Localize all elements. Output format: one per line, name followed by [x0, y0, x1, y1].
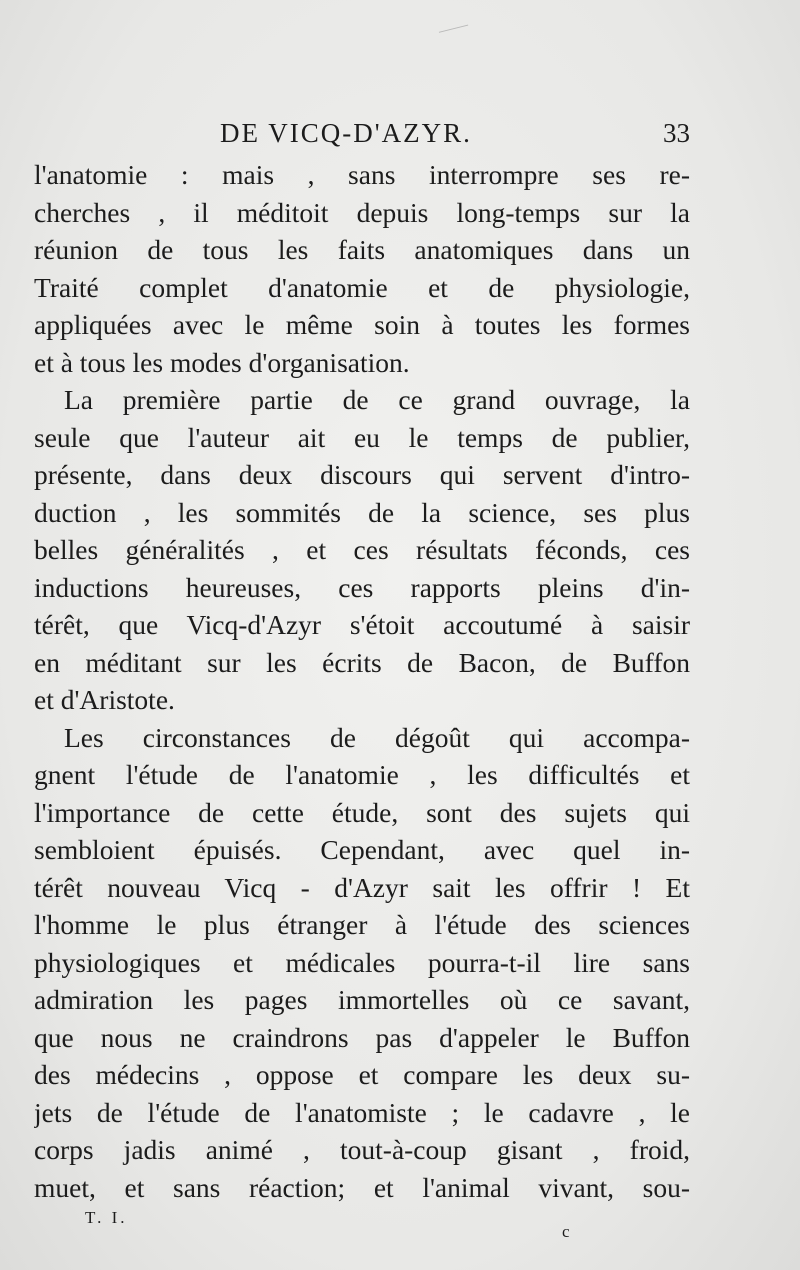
text-line: réunion de tous les faits anatomiques dans un	[34, 234, 690, 265]
text-line: l'homme le plus étranger à l'étude des sciences	[34, 909, 690, 940]
text-line: et d'Aristote.	[34, 684, 175, 715]
text-line: muet, et sans réaction; et l'animal vivant, sou-	[34, 1171, 690, 1203]
text-line: gnent l'étude de l'anatomie , les difficultés et	[34, 759, 690, 790]
text-line: admiration les pages immortelles où ce savant,	[34, 984, 690, 1015]
text-line: des médecins , oppose et compare les deux su-	[34, 1059, 690, 1090]
text-line: belles généralités , et ces résultats féconds, ces	[34, 534, 690, 565]
text-line: inductions heureuses, ces rapports pleins d'in-	[34, 571, 690, 603]
text-line: et à tous les modes d'organisation.	[34, 346, 410, 378]
ink-smudge	[439, 25, 471, 45]
text-line: térêt, que Vicq-d'Azyr s'étoit accoutumé à saisir	[34, 609, 690, 640]
page-number: 33	[663, 118, 690, 148]
paragraph-2	[34, 381, 690, 719]
text-line: duction , les sommités de la science, ses plus	[34, 496, 690, 528]
text-line: appliquées avec le même soin à toutes les formes	[34, 309, 690, 340]
volume-mark: T. I.	[85, 1208, 128, 1227]
text-line: en méditant sur les écrits de Bacon, de Buffon	[34, 646, 690, 678]
running-title: DE VICQ-D'AZYR.	[220, 118, 472, 148]
text-line: physiologiques et médicales pourra-t-il lire sans	[34, 946, 690, 978]
text-line: jets de l'étude de l'anatomiste ; le cadavre , le	[34, 1096, 690, 1128]
text-line: Les circonstances de dégoût qui accompa-	[64, 721, 690, 753]
page-footer	[40, 1208, 690, 1241]
text-line: que nous ne craindrons pas d'appeler le Buffon	[34, 1021, 690, 1053]
text-line: La première partie de ce grand ouvrage, la	[64, 384, 690, 415]
text-line: l'anatomie : mais , sans interrompre ses re-	[34, 159, 690, 190]
text-line: térêt nouveau Vicq - d'Azyr sait les offrir ! Et	[34, 871, 690, 903]
text-line: l'importance de cette étude, sont des sujets qui	[34, 796, 690, 828]
text-line: sembloient épuisés. Cependant, avec quel in-	[34, 834, 690, 865]
paragraph-3	[34, 719, 690, 1207]
text-line: cherches , il méditoit depuis long-temps sur la	[34, 196, 690, 228]
text-line: Traité complet d'anatomie et de physiologie,	[34, 271, 690, 303]
page-header	[40, 118, 690, 158]
text-line: présente, dans deux discours qui servent d'intro-	[34, 459, 690, 490]
body-text	[34, 156, 690, 1206]
signature-mark: c	[562, 1222, 570, 1241]
paragraph-1	[34, 156, 690, 381]
text-line: corps jadis animé , tout-à-coup gisant , froid,	[34, 1134, 690, 1165]
text-line: seule que l'auteur ait eu le temps de publier,	[34, 421, 690, 453]
